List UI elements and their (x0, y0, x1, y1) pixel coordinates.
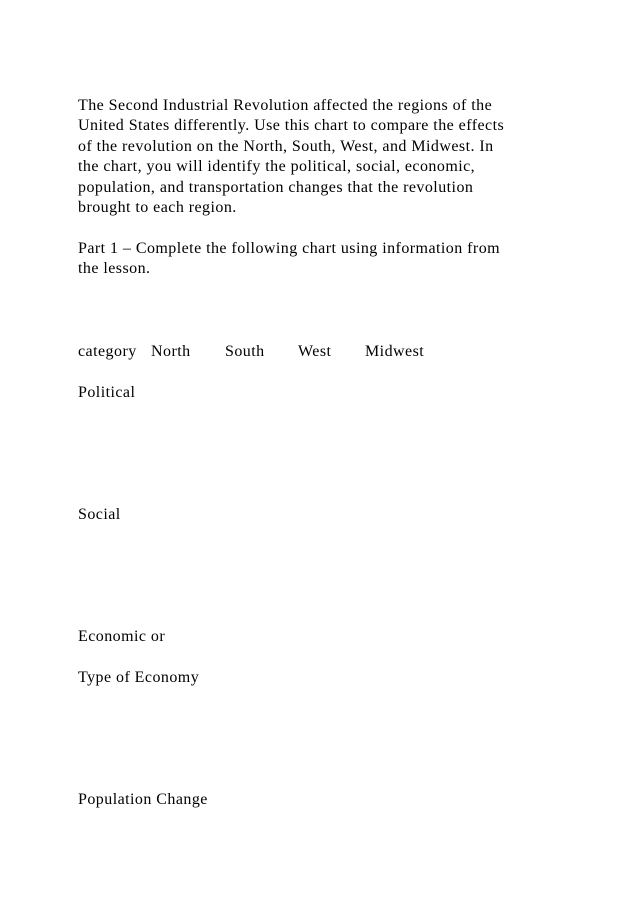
row-label-population-change: Population Change (78, 791, 208, 808)
row-label-economic: Economic or (78, 628, 166, 645)
header-midwest: Midwest (365, 343, 425, 360)
row-label-political: Political (78, 384, 136, 401)
row-label-type-of-economy: Type of Economy (78, 669, 200, 686)
header-north: North (151, 343, 191, 360)
part-1-instructions: Part 1 – Complete the following chart using information from the lesson. (78, 240, 501, 278)
intro-paragraph: The Second Industrial Revolution affected the regions of the United States differently. Use this chart to compare the effects of the revolution on the North, South, West, and Midwest. In the chart, you will identify the political, social, economic, population, and transportation changes that the revolution brought to each region. (78, 97, 505, 217)
header-south: South (225, 343, 265, 360)
header-category: category (78, 343, 137, 360)
row-label-social: Social (78, 506, 121, 523)
header-west: West (298, 343, 332, 360)
